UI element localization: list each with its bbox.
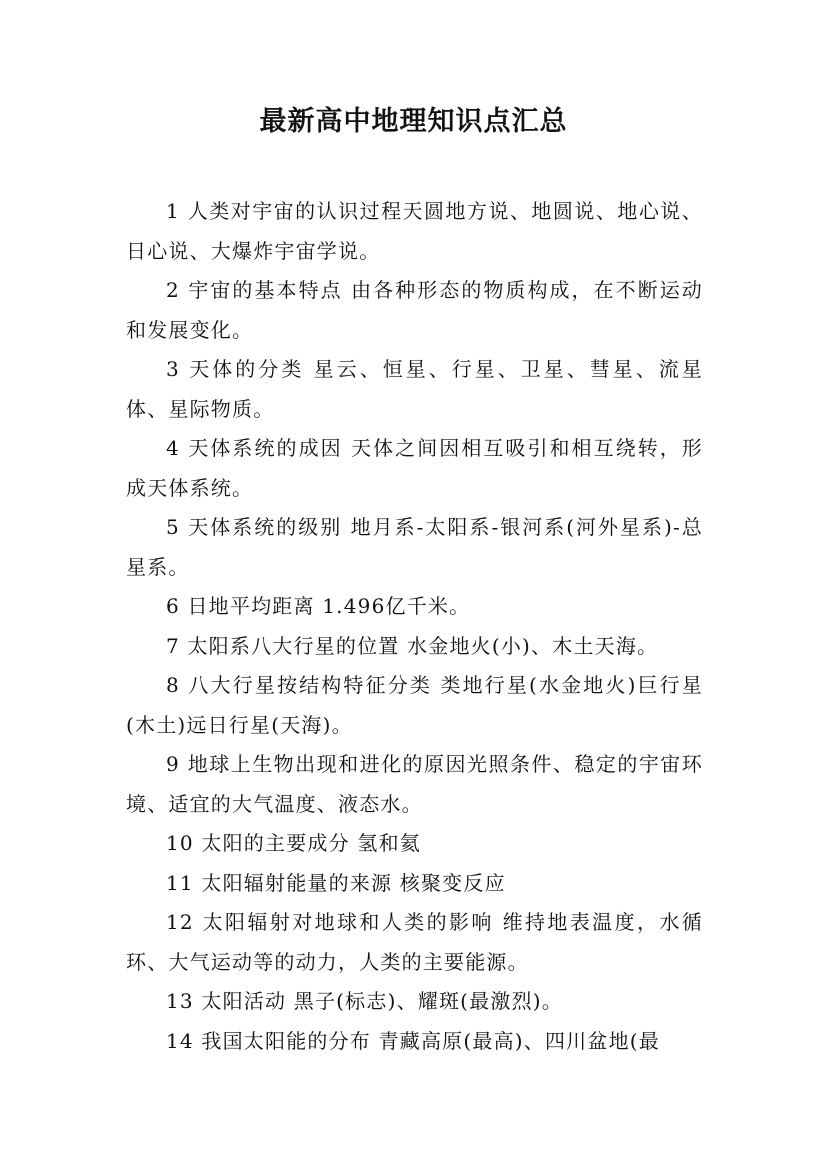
paragraph-1: 1 人类对宇宙的认识过程天圆地方说、地圆说、地心说、日心说、大爆炸宇宙学说。: [126, 199, 703, 263]
paragraph-10: 10 太阳的主要成分 氢和氦: [166, 831, 421, 855]
paragraph-14: 14 我国太阳能的分布 青藏高原(最高)、四川盆地(最: [166, 1028, 660, 1053]
paragraph-13: 13 太阳活动 黑子(标志)、耀斑(最激烈)。: [166, 989, 563, 1013]
document-title: 最新高中地理知识点汇总: [259, 106, 568, 137]
paragraph-9: 9 地球上生物出现和进化的原因光照条件、稳定的宇宙环境、适宜的大气温度、液态水。: [126, 752, 703, 816]
paragraph-5: 5 天体系统的级别 地月系-太阳系-银河系(河外星系)-总星系。: [126, 515, 703, 579]
paragraph-6: 6 日地平均距离 1.496亿千米。: [166, 594, 471, 618]
paragraph-3: 3 天体的分类 星云、恒星、行星、卫星、彗星、流星体、星际物质。: [126, 357, 703, 421]
paragraph-12: 12 太阳辐射对地球和人类的影响 维持地表温度，水循环、大气运动等的动力，人类的主要能源。: [126, 910, 703, 974]
paragraph-8: 8 八大行星按结构特征分类 类地行星(水金地火)巨行星(木土)远日行星(天海)。: [126, 673, 703, 737]
document-body: [126, 192, 703, 1061]
paragraph-4: 4 天体系统的成因 天体之间因相互吸引和相互绕转，形成天体系统。: [126, 436, 703, 500]
paragraph-2: 2 宇宙的基本特点 由各种形态的物质构成，在不断运动和发展变化。: [126, 278, 703, 342]
paragraph-11: 11 太阳辐射能量的来源 核聚变反应: [166, 870, 506, 895]
paragraph-7: 7 太阳系八大行星的位置 水金地火(小)、木土天海。: [166, 633, 659, 658]
